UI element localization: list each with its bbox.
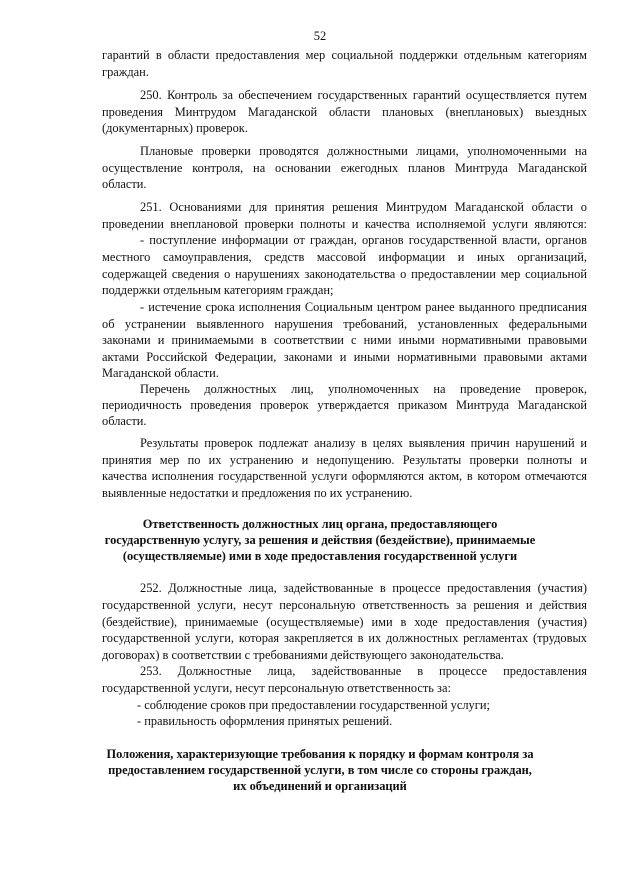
paragraph-line: Перечень должностных лиц, уполномоченных на проведение проверок, [140, 382, 587, 396]
section-heading-line: их объединений и организаций [233, 779, 407, 793]
section-heading-line: (осуществляемые) ими в ходе предоставления государственной услуги [122, 549, 518, 563]
paragraph-line: (бездействие), принимаемые (осуществляемые) ими в ходе предоставления (участия) [102, 615, 587, 629]
paragraph-line: актами Российской Федерации, законами и иными нормативными правовыми актами [102, 350, 587, 364]
section-heading-line: государственную услугу, за решения и действия (бездействие), принимаемые [104, 533, 536, 547]
paragraph-line: государственной услуги, несут персональную ответственность за: [102, 681, 451, 695]
paragraph-line: гарантий в области предоставления мер социальной поддержки отдельным категориям [102, 48, 587, 62]
section-heading-line: Ответственность должностных лиц органа, предоставляющего [142, 517, 498, 531]
paragraph-line: местного самоуправления, средств массовой информации и иных организаций, [102, 250, 587, 264]
paragraph-line: (документарных) проверок. [102, 121, 248, 135]
paragraph-line: Результаты проверок подлежат анализу в целях выявления причин нарушений и [140, 436, 587, 450]
paragraph-line: об устранении выявленного нарушения требований, установленных федеральными [102, 317, 587, 331]
section-heading-line: Положения, характеризующие требования к порядку и формам контроля за [106, 747, 534, 761]
paragraph-line: принятия мер по их устранению и недопущению. Результаты проверки полноты и [102, 453, 587, 467]
paragraph-line: - правильность оформления принятых решений. [137, 714, 393, 728]
paragraph-line: осуществление контроля, на основании ежегодных планов Минтруда Магаданской [102, 161, 587, 175]
paragraph-line: 251. Основаниями для принятия решения Минтрудом Магаданской области о [140, 200, 587, 214]
paragraph-line: 250. Контроль за обеспечением государственных гарантий осуществляется путем [140, 88, 587, 102]
paragraph-line: - соблюдение сроков при предоставлении государственной услуги; [137, 698, 490, 712]
paragraph-line: договорах) в соответствии с требованиями действующего законодательства. [102, 648, 504, 662]
paragraph-line: государственной услуги, несут персональную ответственность за решения и действия [102, 598, 587, 612]
paragraph-line: 253. Должностные лица, задействованные в процессе предоставления [140, 664, 587, 678]
paragraph-line: Магаданской области. [102, 366, 219, 380]
paragraph-line: государственной услуги, которая закрепляется в их должностных регламентах (трудовых [102, 631, 587, 645]
paragraph-line: содержащей сведения о нарушениях законодательства о предоставлении мер социальной [102, 267, 587, 281]
section-heading-line: предоставлением государственной услуги, в том числе со стороны граждан, [108, 763, 532, 777]
paragraph-line: области. [102, 177, 147, 191]
paragraph-line: поддержки отдельным категориям граждан; [102, 283, 334, 297]
paragraph-line: периодичность проведения проверок утверждается приказом Минтруда Магаданской [102, 398, 587, 412]
paragraph-line: граждан. [102, 65, 149, 79]
paragraph-line: выявленные недостатки и предложения по их устранению. [102, 486, 413, 500]
page-number: 52 [313, 29, 327, 43]
paragraph-line: качества исполнения государственной услуги оформляются актом, в котором отмечаются [102, 469, 587, 483]
paragraph-line: законами и принимаемыми в соответствии с ними иными нормативными правовыми [102, 333, 587, 347]
paragraph-line: проведения Минтрудом Магаданской области плановых (внеплановых) выездных [102, 105, 587, 119]
paragraph-line: - истечение срока исполнения Социальным центром ранее выданного предписания [140, 300, 587, 314]
paragraph-line: - поступление информации от граждан, органов государственной власти, органов [140, 233, 587, 247]
paragraph-line: области. [102, 414, 147, 428]
paragraph-line: Плановые проверки проводятся должностными лицами, уполномоченными на [140, 144, 587, 158]
paragraph-line: 252. Должностные лица, задействованные в процессе предоставления (участия) [140, 581, 587, 595]
paragraph-line: проведении внеплановой проверки полноты и качества исполняемой услуги являются: [102, 217, 587, 231]
